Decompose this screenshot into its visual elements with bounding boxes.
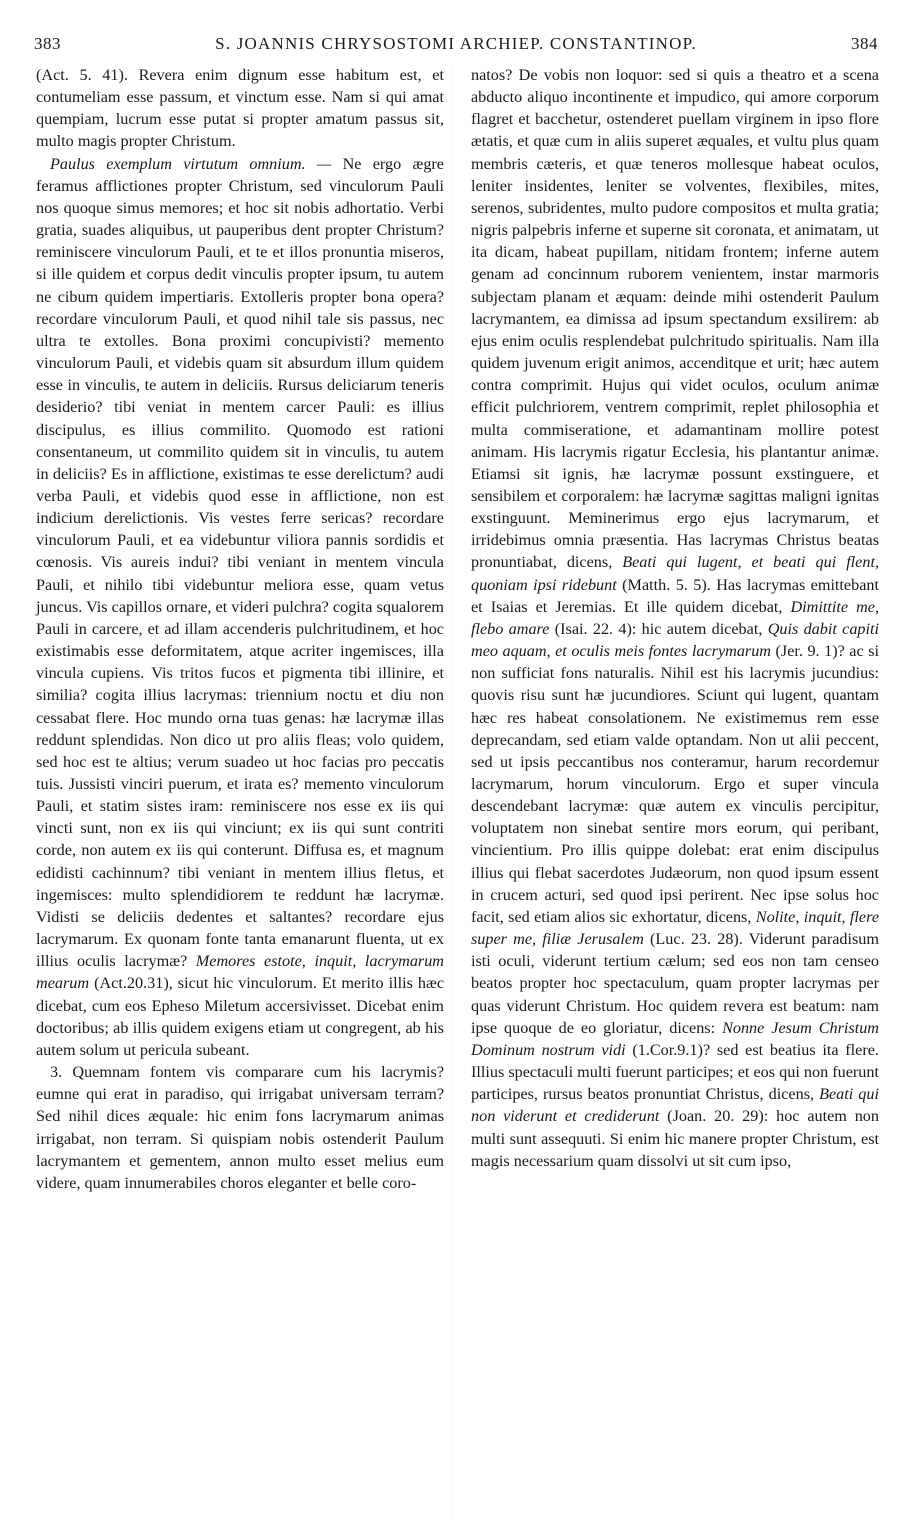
section-heading: Paulus exemplum virtutum omnium. — <box>50 154 332 173</box>
page-number-right: 384 <box>851 34 878 53</box>
citation: (Jer. 9. 1) <box>771 642 838 661</box>
citation: (1.Cor.9.1) <box>625 1040 703 1059</box>
running-header <box>34 34 878 54</box>
citation: (Act.20.31), <box>89 974 173 993</box>
citation: (Isai. 22. 4) <box>549 619 632 638</box>
scripture-quote: Memores estote, inquit, lacrymarum mearum <box>36 952 444 993</box>
paragraph: 3. Quemnam fontem vis comparare cum his lacrymis? eumne qui erat in paradiso, qui irrigabat universam terram? Sed nihil dices æquale: hic enim fons lacrymarum animas irrigabat, non terram. Si quispiam nobis ostenderit Paulum lacrymantem et gementem, annon multo esset melius eum videre, quam innumerabiles choros eleganter et belle coro- <box>36 1063 444 1192</box>
citation: (Luc. 23. 28). <box>643 930 743 949</box>
scripture-quote: Beati qui lugent, et beati qui flent, quoniam ipsi ridebunt <box>471 553 880 594</box>
left-column <box>36 64 444 1194</box>
citation: (Matth. 5. 5). <box>616 575 711 594</box>
right-column <box>471 64 879 1172</box>
paragraph: (Act. 5. 41). Revera enim dignum esse habitum est, et contumeliam esse passum, et vinctum esse. Nam si qui amat quempiam, lucrum esse putat si propter amatum passus sit, multo magis propter Christum. <box>36 66 444 151</box>
column-divider <box>452 68 453 1520</box>
paragraph: natos? De vobis non loquor: sed si quis a theatro et a scena abducto aliquo incontinente et impudico, qui amore corporum flagret et bacchetur, ostenderet puellam virginem in ipso flore ætatis, et quæ cum in aliis superet æquales, et vultu plus quam membris cæteris, et quæ teneros mollesque habeat oculos, leniter insidentes, leniter se volventes, flexibiles, mites, serenos, subridentes, multo pudore compositos et multa gratia; nigris palpebris inferne et superne sit coronata, et animatam, ut ita dicam, habeat pupillam, nitidam frontem; inferne autem genam ad concinnum ruborem venientem, instar marmoris subjectam planam et æquam: deinde mihi ostenderit Paulum lacrymantem, ea dimissa ad ipsum spectandum exsilirem: ab ejus enim oculis resplendebat pulchritudo spiritualis. Nam illa quidem juvenum erigit animos, accenditque et urit; hæc autem contra comprimit. Hujus qui videt oculos, oculum animæ efficit pulchriorem, ventrem comprimit, replet philosophia et multa commiseratione, et adamantinam mollire potest animam. His lacrymis rigatur Ecclesia, his plantantur animæ. Etiamsi sit ignis, hæ lacrymæ possunt exstinguere, et sensibilem et corporalem: hæ lacrymæ sagittas maligni ignitas exstinguunt. Meminerimus ergo ejus lacrymarum, et irridebimus omnia præsentia. Has lacrymas Christus beatas pronuntiabat, dicens, Beati qui lugent, et beati qui flent, quoniam ipsi ridebunt (Matth. 5. 5). Has lacrymas emittebant et Isaias et Jeremias. Et ille quidem dicebat, Dimittite me, flebo amare (Isai. 22. 4): hic autem dicebat, Quis dabit capiti meo aquam, et oculis meis fontes lacrymarum (Jer. 9. 1)? ac si non sufficiat fons naturalis. Nihil est his lacrymis jucundius: quovis risu sunt hæ jucundiores. Sciunt qui lugent, quantam hæc res habeat consolationem. Ne existimemus rem esse deprecandam, sed etiam valde optandam. Non ut alii peccent, sed ut ipsis peccantibus nos conteramur, harum recordemur lacrymarum, horum vinculorum. Ergo et super vincula descendebant lacrymæ: quæ autem ex vinculis percipitur, voluptatem non sinebat sentire mors eorum, qui peribant, vincientium. Pro illis quippe dolebat: erat enim discipulus illius qui flebat sacerdotes Judæorum, non quod ipsum essent in crucem acturi, sed quod ipsi perirent. Nec ipse solus hoc facit, sed etiam alios sic exhortatur, dicens, Nolite, inquit, flere super me, filiæ Jerusalem (Luc. 23. 28). Viderunt paradisum isti oculi, viderunt tertium cælum; sed eos non tam censeo beatos propter hoc spectaculum, quam propter lacrymas per quas viderunt Christum. Hoc quidem revera est beatum: nam ipse quoque de eo gloriatur, dicens: Nonne Jesum Christum Dominum nostrum vidi (1.Cor.9.1)? sed est beatius ita flere. Illius spectaculi multi fuerunt participes; et eos qui non fuerunt participes, rursus beatos pronuntiat Christus, dicens, Beati qui non viderunt et crediderunt (Joan. 20. 29): hoc autem non multi sunt assequuti. Si enim hic manere propter Christum, est magis necessarium quam dissolvi ut sit cum ipso, <box>471 66 880 1170</box>
scripture-quote: Nonne Jesum Christum Dominum nostrum vidi <box>471 1018 879 1059</box>
paragraph: Paulus exemplum virtutum omnium. — Ne ergo ægre feramus afflictiones propter Christum, sed vinculorum Pauli nos quoque simus memores; et hoc sit nobis adhortatio. Verbi gratia, suades aliquibus, ut pauperibus dent propter Christum? reminiscere vinculorum Pauli, et te et illos pronuntia miseros, si ille quidem et corpus dedit vinculis propter ipsum, tu autem ne cibum quidem impertiaris. Extolleris propter bona opera? recordare vinculorum Pauli, et quod nihil tale sis passus, nec ultra te extolles. Bona proximi concupivisti? memento vinculorum Pauli, et videbis quam sit absurdum illum quidem esse in vinculis, te autem in deliciis. Rursus deliciarum teneris desiderio? tibi veniat in mentem carcer Pauli: es illius discipulus, es illius commilito. Quomodo est rationi consentaneum, ut commilito quidem sit in vinculis, tu autem in deliciis? Es in afflictione, existimas te esse derelictum? audi verba Pauli, et videbis quod esse in afflictione, non est indicium derelictionis. Vis vestes ferre sericas? recordare vinculorum Pauli, et ea videbuntur viliora pannis sordidis et cœnosis. Vis aureis indui? tibi veniant in mentem vincula Pauli, et nihilo tibi videbuntur meliora esse, quam vetus juncus. Vis capillos ornare, et videri pulchra? cogita squalorem Pauli in carcere, et ad illam accenderis pulchritudinem, et hoc existimabis esse deformitatem, atque acriter ingemisces, illa vincula cupiens. Vis tritos fucos et pigmenta tibi illinire, et similia? cogita illius lacrymas: triennium noctu et diu non cessabat flere. Hoc mundo orna tuas genas: hæ lacrymæ illas reddunt splendidas. Non dico ut pro aliis fleas; volo quidem, sed hoc est te altius; verum suadeo ut hoc facias pro peccatis tuis. Jussisti vinciri puerum, et irata es? memento vinculorum Pauli, et statim sistes iram: reminiscere nos esse ex iis qui vincti sunt, non ex iis qui vinciunt; ex iis qui sunt contriti corde, non autem ex iis qui conterunt. Diffusa es, et magnum edidisti cachinnum? tibi veniant in mentem illius fletus, et ingemisces: multo splendidiorem te reddunt hæ lacrymæ. Vidisti se deliciis dedentes et saltantes? recordare ejus lacrymarum. Ex quonam fonte tanta emanarunt fluenta, ut ex illius oculis lacrymæ? Memores estote, inquit, lacrymarum mearum (Act.20.31), sicut hic vinculorum. Et merito illis hæc dicebat, cum eos Epheso Miletum accersivisset. Dicebat enim doctoribus; ab illis quidem exigens etiam ut congregent, ab his autem solum ut pericula subeant. <box>36 154 445 1059</box>
citation: (Joan. 20. 29) <box>659 1107 764 1126</box>
scripture-quote: Beati qui non viderunt et crediderunt <box>471 1085 879 1126</box>
scripture-quote: Quis dabit capiti meo aquam, et oculis meis fontes lacrymarum <box>471 619 880 661</box>
scripture-quote: Nolite, inquit, flere super me, filiæ Jerusalem <box>471 907 879 949</box>
running-title: S. JOANNIS CHRYSOSTOMI ARCHIEP. CONSTANTINOP. <box>215 34 697 53</box>
page-number-left: 383 <box>34 34 61 53</box>
scripture-quote: Dimittite me, flebo amare <box>471 597 879 638</box>
